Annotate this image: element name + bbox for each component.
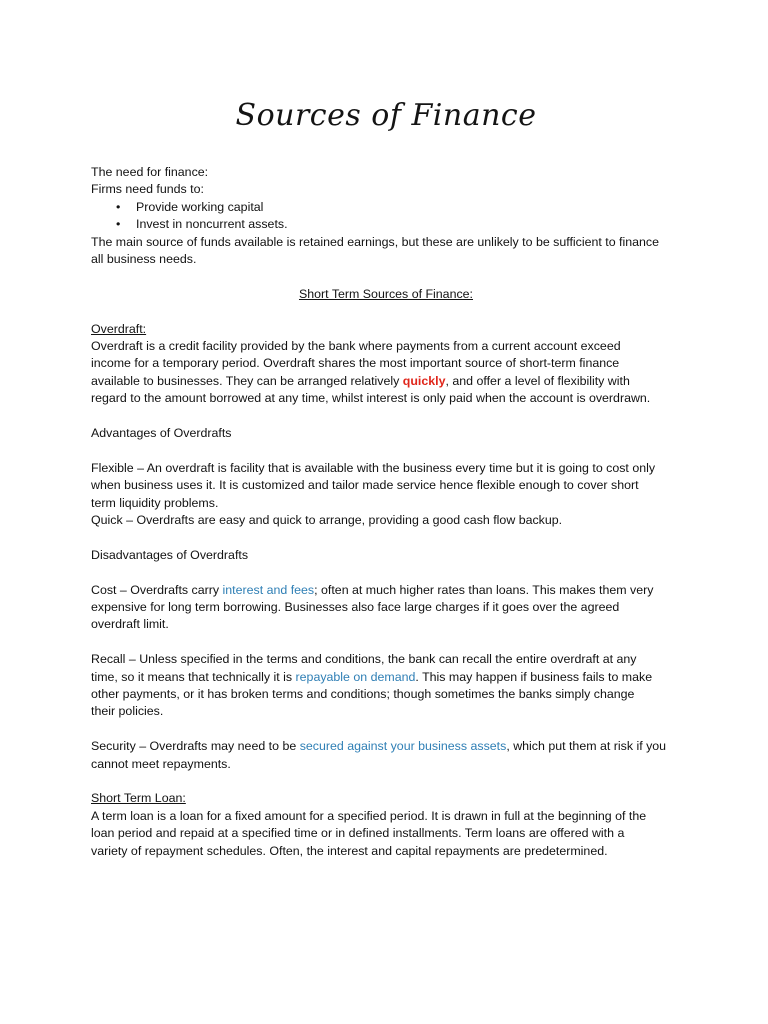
bullet-icon: • [116, 199, 121, 214]
security-paragraph: Security – Overdrafts may need to be secured against your business assets, which put them at risk if you cannot meet repayments. [91, 739, 667, 771]
need-for-finance-heading: The need for finance: [91, 165, 209, 179]
short-term-loan-paragraph: A term loan is a loan for a fixed amount for a specified period. It is drawn in full at the beginning of the loan period and repaid at a specified time or in defined installments. Term loans are offered with a variety of repayment schedules. Often, the interest and capital repayments are predetermined. [91, 808, 647, 858]
bullet-icon: • [116, 217, 121, 232]
firms-need-funds-text: Firms need funds to: [91, 182, 204, 197]
advantages-heading: Advantages of Overdrafts [91, 426, 232, 441]
interest-fees-link[interactable]: interest and fees [222, 582, 315, 597]
retained-earnings-text: The main source of funds available is retained earnings, but these are unlikely to be sufficient to finance all business needs. [91, 234, 660, 267]
short-term-loan-heading: Short Term Loan: [91, 791, 186, 806]
overdraft-paragraph: Overdraft is a credit facility provided by the bank where payments from a current account exceed income for a temporary period. Overdraft shares the most important source of short-term finance available to businesses. They can be arranged relatively quickly, and offer a level of flexibility with regard to the amount borrowed at any time, whilst interest is only paid when the account is overdrawn. [91, 339, 651, 406]
quick-paragraph: Quick – Overdrafts are easy and quick to arrange, providing a good cash flow backup. [91, 513, 563, 528]
secured-assets-link[interactable]: secured against your business assets [299, 739, 507, 754]
flexible-paragraph: Flexible – An overdraft is facility that is available with the business every time but it is going to cost only when business uses it. It is customized and tailor made service hence flexible enough to cover short term liquidity problems. [91, 460, 656, 510]
cost-paragraph: Cost – Overdrafts carry interest and fees; often at much higher rates than loans. This makes them very expensive for long term borrowing. Businesses also face large charges if it goes over the agreed overdraft limit. [91, 582, 654, 632]
document-body [91, 96, 681, 860]
recall-paragraph: Recall – Unless specified in the terms and conditions, the bank can recall the entire overdraft at any time, so it means that technically it is repayable on demand. This may happen if business fails to make other payments, or it has broken terms and conditions; though sometimes the banks simply change their policies. [91, 652, 653, 719]
disadvantages-heading: Disadvantages of Overdrafts [91, 547, 249, 562]
list-item: • Invest in noncurrent assets. [91, 216, 681, 233]
quickly-highlight: quickly [402, 373, 446, 388]
list-item: • Provide working capital [91, 199, 681, 216]
repayable-on-demand-link[interactable]: repayable on demand [295, 669, 416, 684]
document-title: Sources of Finance [235, 98, 537, 133]
overdraft-heading: Overdraft: [91, 321, 147, 336]
short-term-sources-heading: Short Term Sources of Finance: [298, 286, 473, 301]
funds-bullet-list [91, 199, 681, 234]
